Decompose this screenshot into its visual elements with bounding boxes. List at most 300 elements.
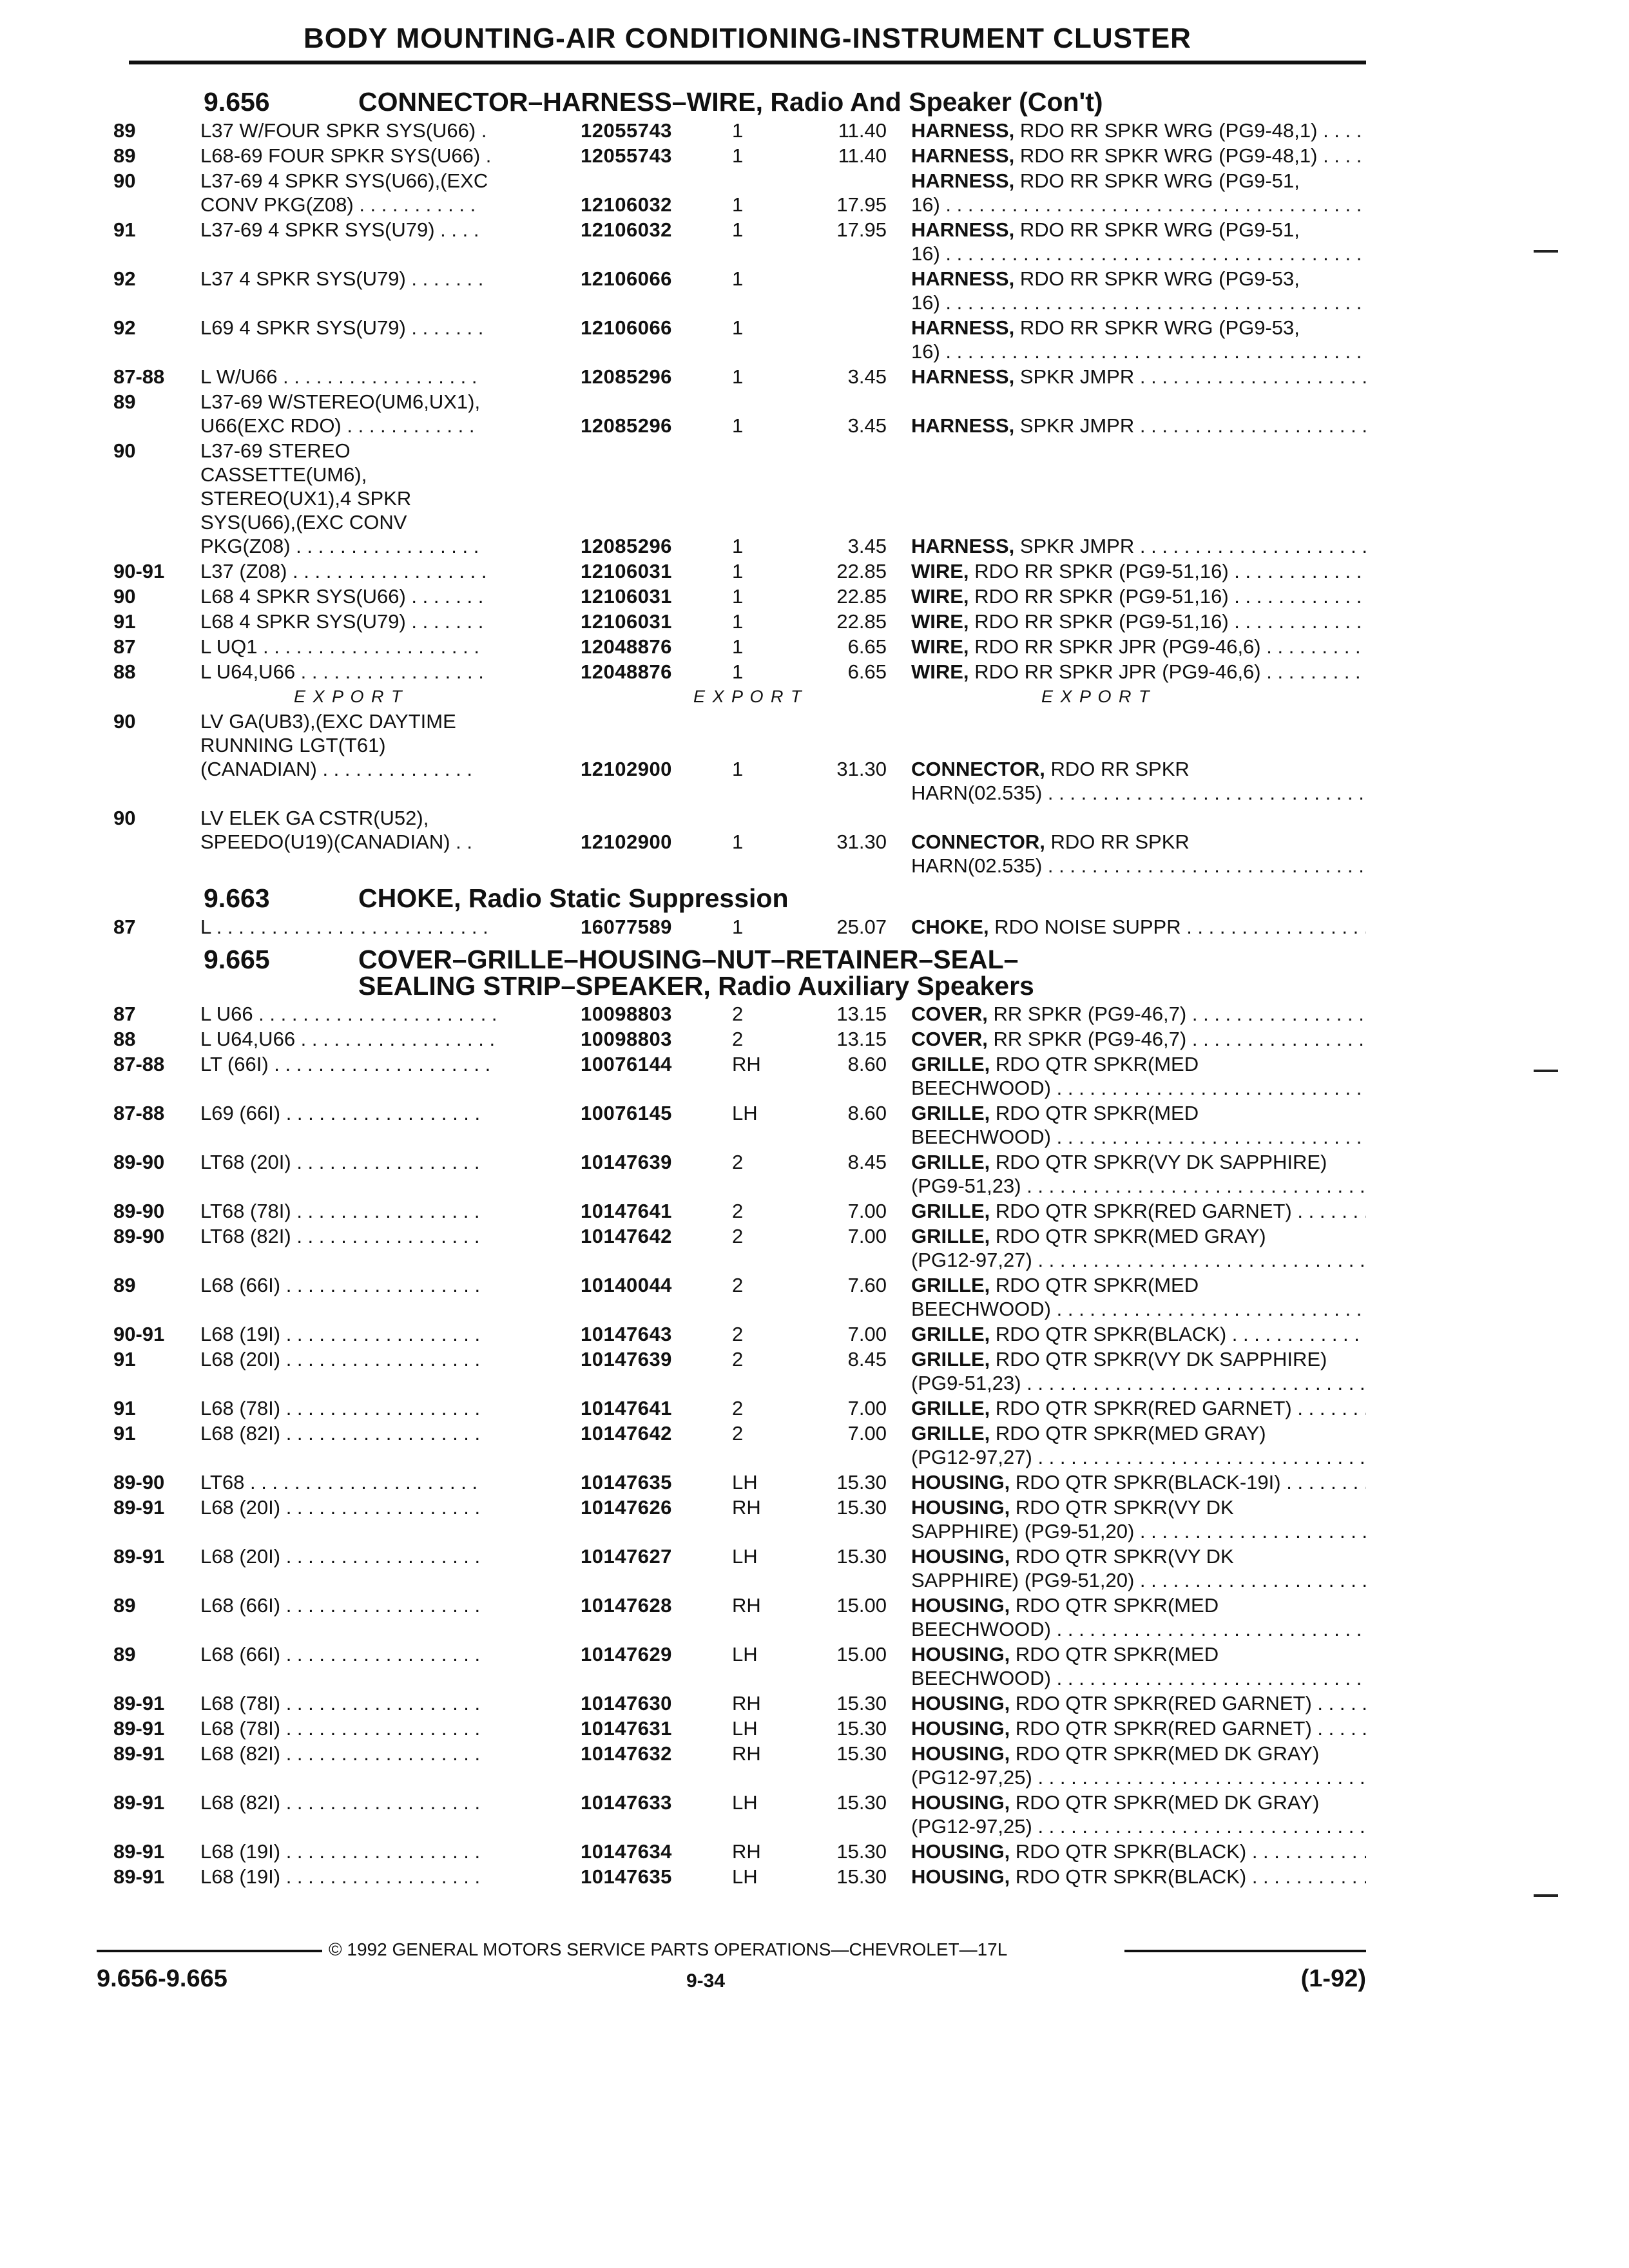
model-line: L69 (66I) . . . . . . . . . . . . . . . . . . (200, 1102, 481, 1124)
description-line (911, 1791, 1366, 1814)
leader-dots (1312, 1692, 1366, 1715)
part-row (113, 1840, 1366, 1865)
part-row (113, 439, 1366, 559)
section-title-line: SEALING STRIP–SPEAKER, Radio Auxiliary Speakers (358, 971, 1034, 1001)
model-line: CONV PKG(Z08) . . . . . . . . . . . (200, 193, 476, 216)
description-line (911, 1125, 1366, 1149)
part-row (113, 1642, 1366, 1691)
description-name: GRILLE, (911, 1053, 990, 1075)
part-row (113, 1396, 1366, 1421)
model-line: L U66 . . . . . . . . . . . . . . . . . . . . . . (200, 1003, 497, 1025)
description-text: BEECHWOOD) (911, 1077, 1051, 1099)
model-year: 89-91 (113, 1545, 165, 1568)
leader-dots (940, 291, 1366, 314)
description-text: RDO RR SPKR JPR (PG9-46,6) (974, 660, 1261, 683)
model-line: L UQ1 . . . . . . . . . . . . . . . . . . . . (200, 635, 479, 658)
description-line (911, 1519, 1366, 1543)
quantity: 1 (732, 365, 744, 388)
leader-dots (1229, 585, 1366, 608)
description-text: RDO QTR SPKR(MED DK GRAY) (1015, 1791, 1320, 1814)
price: 17.95 (836, 193, 887, 216)
part-number: 10147642 (581, 1225, 672, 1247)
description-line (911, 1691, 1366, 1715)
part-description (911, 439, 1366, 558)
description-line (911, 1593, 1366, 1617)
description-text: (PG9-51,23) (911, 1175, 1021, 1197)
description-line (911, 1396, 1366, 1420)
model-year: 87-88 (113, 365, 165, 388)
quantity: 1 (732, 414, 744, 437)
model-line: L68 (66I) . . . . . . . . . . . . . . . . . . (200, 1274, 481, 1296)
description-name: HARNESS, (911, 414, 1015, 437)
model-line: (CANADIAN) . . . . . . . . . . . . . . (200, 758, 472, 780)
model-year: 89 (113, 1594, 136, 1617)
model-year: 90-91 (113, 1323, 165, 1345)
quantity: 1 (732, 635, 744, 658)
model-line: STEREO(UX1),4 SPKR (200, 487, 412, 510)
quantity: 1 (732, 916, 744, 938)
price: 8.60 (847, 1102, 887, 1124)
model-line: LT (66I) . . . . . . . . . . . . . . . . . . . . (200, 1053, 491, 1075)
price: 3.45 (847, 365, 887, 388)
part-row (113, 584, 1366, 610)
part-row (113, 365, 1366, 390)
description-text: BEECHWOOD) (911, 1298, 1051, 1320)
model-year: 89 (113, 390, 136, 413)
part-row (113, 1347, 1366, 1396)
description-name: HOUSING, (911, 1594, 1010, 1617)
description-line (911, 1470, 1366, 1494)
price: 3.45 (847, 535, 887, 557)
model-year: 90 (113, 169, 136, 192)
quantity: RH (732, 1594, 761, 1617)
price: 7.00 (847, 1397, 887, 1419)
part-description (911, 1224, 1366, 1272)
description-text: RDO QTR SPKR(MED (1015, 1643, 1219, 1666)
model-line: L37-69 W/STEREO(UM6,UX1), (200, 390, 481, 413)
price: 15.30 (836, 1791, 887, 1814)
leader-dots (1134, 535, 1366, 557)
description-text: RDO QTR SPKR(MED (995, 1274, 1199, 1296)
model-year: 91 (113, 218, 136, 241)
leader-dots (1051, 1126, 1366, 1148)
description-text: RDO RR SPKR JPR (PG9-46,6) (974, 635, 1261, 658)
description-text: RDO QTR SPKR(VY DK (1015, 1545, 1234, 1568)
quantity: RH (732, 1496, 761, 1519)
model-line: L68 (19I) . . . . . . . . . . . . . . . . . . (200, 1323, 481, 1345)
part-description (911, 144, 1366, 168)
description-name: GRILLE, (911, 1348, 990, 1370)
part-row (113, 660, 1366, 685)
description-text: 16) (911, 340, 940, 363)
part-number: 12106031 (581, 610, 672, 633)
model-year: 89 (113, 119, 136, 142)
section-title (358, 947, 1034, 999)
description-name: GRILLE, (911, 1323, 990, 1345)
description-line (911, 267, 1366, 291)
description-name: WIRE, (911, 635, 969, 658)
model-year: 89-90 (113, 1151, 165, 1173)
description-text: RDO RR SPKR (PG9-51,16) (974, 585, 1229, 608)
description-text: 16) (911, 242, 940, 265)
footer-revision-date: (1-92) (1300, 1965, 1366, 1992)
price: 15.30 (836, 1742, 887, 1765)
description-name: HOUSING, (911, 1717, 1010, 1740)
part-row (113, 1865, 1366, 1890)
section-title-line: COVER–GRILLE–HOUSING–NUT–RETAINER–SEAL– (358, 945, 1019, 974)
price: 15.30 (836, 1717, 887, 1740)
description-line (911, 1322, 1366, 1346)
model-year: 90-91 (113, 560, 165, 582)
description-text: RDO QTR SPKR(RED GARNET) (1015, 1717, 1312, 1740)
price: 7.00 (847, 1323, 887, 1345)
model-line: LV GA(UB3),(EXC DAYTIME (200, 710, 456, 733)
part-row (113, 1101, 1366, 1150)
price: 15.00 (836, 1594, 887, 1617)
description-line (911, 1027, 1366, 1051)
description-text: (PG12-97,25) (911, 1766, 1032, 1789)
description-name: HOUSING, (911, 1791, 1010, 1814)
description-name: GRILLE, (911, 1397, 990, 1419)
price: 11.40 (838, 119, 887, 142)
description-text: 16) (911, 291, 940, 314)
model-year: 89-91 (113, 1742, 165, 1765)
price: 22.85 (836, 560, 887, 582)
description-name: HOUSING, (911, 1471, 1010, 1494)
export-marker: E X P O R T (693, 687, 803, 706)
leader-dots (1317, 119, 1366, 142)
part-row (113, 1593, 1366, 1642)
description-line (911, 365, 1366, 389)
model-year: 87 (113, 635, 136, 658)
footer-section-range: 9.656-9.665 (97, 1965, 227, 1992)
part-number: 10147626 (581, 1496, 672, 1519)
quantity: 1 (732, 758, 744, 780)
model-line: L68 (82I) . . . . . . . . . . . . . . . . . . (200, 1742, 481, 1765)
description-line (911, 584, 1366, 608)
part-row (113, 709, 1366, 806)
description-name: HARNESS, (911, 169, 1015, 192)
model-line: L68 (20I) . . . . . . . . . . . . . . . . . . (200, 1348, 481, 1370)
part-row (113, 267, 1366, 316)
description-line (911, 610, 1366, 633)
model-year: 91 (113, 1348, 136, 1370)
part-number: 12055743 (581, 144, 672, 167)
part-row (113, 390, 1366, 439)
model-year: 89-91 (113, 1865, 165, 1888)
part-row (113, 1322, 1366, 1347)
description-text: RR SPKR (PG9-46,7) (993, 1028, 1187, 1050)
section-title-line: CONNECTOR–HARNESS–WIRE, Radio And Speaker (Con't) (358, 87, 1103, 117)
model-line: SPEEDO(U19)(CANADIAN) . . (200, 831, 473, 853)
quantity: 1 (732, 119, 744, 142)
part-row (113, 1199, 1366, 1224)
section-number: 9.665 (204, 945, 270, 974)
description-line (911, 1371, 1366, 1395)
quantity: 2 (732, 1028, 744, 1050)
description-name: CONNECTOR, (911, 831, 1045, 853)
description-text: RDO QTR SPKR(BLACK) (1015, 1865, 1247, 1888)
header-rule (129, 61, 1366, 64)
leader-dots (1051, 1298, 1366, 1320)
part-description (911, 365, 1366, 389)
quantity: 1 (732, 193, 744, 216)
description-name: WIRE, (911, 610, 969, 633)
part-number: 10076144 (581, 1053, 672, 1075)
quantity: 2 (732, 1003, 744, 1025)
part-number: 10147641 (581, 1200, 672, 1222)
description-name: HOUSING, (911, 1692, 1010, 1715)
model-line: L W/U66 . . . . . . . . . . . . . . . . . . (200, 365, 477, 388)
description-line (911, 242, 1366, 265)
quantity: 2 (732, 1151, 744, 1173)
description-text: HARN(02.535) (911, 782, 1043, 804)
description-text: RDO QTR SPKR(BLACK-19I) (1015, 1471, 1281, 1494)
description-line (911, 1742, 1366, 1765)
description-line (911, 806, 1366, 830)
description-text: BEECHWOOD) (911, 1126, 1051, 1148)
part-row (113, 144, 1366, 169)
price: 11.40 (838, 144, 887, 167)
description-line (911, 316, 1366, 340)
model-line: L68 (82I) . . . . . . . . . . . . . . . . . . (200, 1791, 481, 1814)
section-header (113, 82, 1366, 119)
part-description (911, 218, 1366, 265)
part-description (911, 1742, 1366, 1789)
description-line (911, 119, 1366, 142)
quantity: 1 (732, 610, 744, 633)
model-line: LT68 . . . . . . . . . . . . . . . . . . . . . (200, 1471, 478, 1494)
quantity: 1 (732, 267, 744, 290)
description-line (911, 291, 1366, 314)
part-number: 10147632 (581, 1742, 672, 1765)
description-text: SPKR JMPR (1019, 414, 1135, 437)
part-description (911, 660, 1366, 684)
model-year: 89-91 (113, 1791, 165, 1814)
export-marker: E X P O R T (1041, 687, 1151, 706)
model-year: 89-91 (113, 1717, 165, 1740)
part-row (113, 1544, 1366, 1593)
description-text: BEECHWOOD) (911, 1667, 1051, 1689)
description-line (911, 660, 1366, 684)
part-number: 16077589 (581, 916, 672, 938)
quantity: 1 (732, 316, 744, 339)
part-row (113, 169, 1366, 218)
part-description (911, 169, 1366, 216)
description-name: HARNESS, (911, 535, 1015, 557)
part-row (113, 610, 1366, 635)
description-name: HOUSING, (911, 1840, 1010, 1863)
description-text: RDO QTR SPKR(VY DK (1015, 1496, 1234, 1519)
price: 15.00 (836, 1643, 887, 1666)
part-description (911, 1199, 1366, 1223)
footer-rule-left (97, 1950, 322, 1952)
description-name: HARNESS, (911, 218, 1015, 241)
part-number: 10147630 (581, 1692, 672, 1715)
description-line (911, 1297, 1366, 1321)
model-line: L69 4 SPKR SYS(U79) . . . . . . . (200, 316, 484, 339)
description-text: RDO RR SPKR WRG (PG9-48,1) (1019, 144, 1318, 167)
price: 25.07 (836, 916, 887, 938)
description-line (911, 1840, 1366, 1863)
quantity: 2 (732, 1422, 744, 1445)
description-text: RDO QTR SPKR(MED GRAY) (995, 1225, 1266, 1247)
description-name: WIRE, (911, 560, 969, 582)
part-row (113, 1716, 1366, 1742)
part-description (911, 1865, 1366, 1888)
model-line: LT68 (82I) . . . . . . . . . . . . . . . . . (200, 1225, 480, 1247)
description-name: GRILLE, (911, 1102, 990, 1124)
model-year: 90 (113, 710, 136, 733)
description-line (911, 830, 1366, 854)
parts-listing (113, 82, 1366, 1890)
part-row (113, 1273, 1366, 1322)
part-row (113, 1027, 1366, 1052)
description-line (911, 1150, 1366, 1174)
description-line (911, 414, 1366, 437)
description-text: RDO RR SPKR WRG (PG9-53, (1019, 316, 1300, 339)
description-text: RDO RR SPKR WRG (PG9-48,1) (1019, 119, 1318, 142)
export-marker: E X P O R T (294, 687, 403, 706)
part-number: 10098803 (581, 1003, 672, 1025)
description-text: RDO QTR SPKR(RED GARNET) (995, 1200, 1292, 1222)
model-year: 89 (113, 144, 136, 167)
quantity: 1 (732, 831, 744, 853)
description-line (911, 390, 1366, 414)
price: 6.65 (847, 660, 887, 683)
model-line: L68 (20I) . . . . . . . . . . . . . . . . . . (200, 1496, 481, 1519)
part-number: 12106066 (581, 316, 672, 339)
description-text: BEECHWOOD) (911, 1618, 1051, 1640)
description-line (911, 1495, 1366, 1519)
quantity: 2 (732, 1397, 744, 1419)
price: 6.65 (847, 635, 887, 658)
price: 15.30 (836, 1840, 887, 1863)
price: 8.45 (847, 1348, 887, 1370)
description-text: RDO RR SPKR (1050, 831, 1190, 853)
part-description (911, 1322, 1366, 1346)
description-text: RDO QTR SPKR(MED (1015, 1594, 1219, 1617)
leader-dots (1317, 144, 1366, 167)
model-year: 88 (113, 660, 136, 683)
description-text: RDO RR SPKR (PG9-51,16) (974, 610, 1229, 633)
description-name: HOUSING, (911, 1643, 1010, 1666)
leader-dots (940, 242, 1366, 265)
part-description (911, 1840, 1366, 1863)
quantity: LH (732, 1643, 758, 1666)
quantity: 2 (732, 1225, 744, 1247)
model-line: PKG(Z08) . . . . . . . . . . . . . . . . . (200, 535, 479, 557)
description-name: HOUSING, (911, 1496, 1010, 1519)
quantity: LH (732, 1545, 758, 1568)
leader-dots (1292, 1397, 1366, 1419)
leader-dots (1181, 916, 1366, 938)
leader-dots (1186, 1028, 1366, 1050)
model-line: L68 (82I) . . . . . . . . . . . . . . . . . . (200, 1422, 481, 1445)
part-number: 10147639 (581, 1348, 672, 1370)
price: 15.30 (836, 1865, 887, 1888)
price: 7.00 (847, 1200, 887, 1222)
model-year: 90 (113, 807, 136, 829)
description-line (911, 1421, 1366, 1445)
description-line (911, 534, 1366, 558)
price: 15.30 (836, 1471, 887, 1494)
description-line (911, 1076, 1366, 1100)
part-row (113, 559, 1366, 584)
description-name: HOUSING, (911, 1545, 1010, 1568)
part-row (113, 1224, 1366, 1273)
model-line: L68 (78I) . . . . . . . . . . . . . . . . . . (200, 1717, 481, 1740)
model-year: 92 (113, 267, 136, 290)
model-year: 89-90 (113, 1200, 165, 1222)
leader-dots (1134, 1520, 1366, 1542)
price: 17.95 (836, 218, 887, 241)
price: 7.00 (847, 1422, 887, 1445)
leader-dots (1032, 1815, 1366, 1838)
description-line (911, 439, 1366, 463)
part-description (911, 709, 1366, 805)
part-number: 10147641 (581, 1397, 672, 1419)
leader-dots (1042, 782, 1366, 804)
description-line (911, 1199, 1366, 1223)
description-line (911, 1865, 1366, 1888)
part-number: 10147629 (581, 1643, 672, 1666)
description-text: RDO QTR SPKR(MED (995, 1102, 1199, 1124)
part-number: 10098803 (581, 1028, 672, 1050)
part-row (113, 119, 1366, 144)
description-line (911, 1002, 1366, 1026)
description-text: RDO QTR SPKR(BLACK) (1015, 1840, 1247, 1863)
part-row (113, 635, 1366, 660)
model-line: LT68 (78I) . . . . . . . . . . . . . . . . . (200, 1200, 480, 1222)
part-number: 10147633 (581, 1791, 672, 1814)
part-description (911, 915, 1366, 939)
description-text: RDO QTR SPKR(BLACK) (995, 1323, 1227, 1345)
model-line: L68 4 SPKR SYS(U66) . . . . . . . (200, 585, 484, 608)
margin-tick (1534, 1894, 1558, 1897)
part-description (911, 1495, 1366, 1543)
description-text: SAPPHIRE) (PG9-51,20) (911, 1520, 1135, 1542)
model-line: L U64,U66 . . . . . . . . . . . . . . . . . . (200, 1028, 496, 1050)
part-row (113, 1052, 1366, 1101)
description-text: (PG12-97,27) (911, 1446, 1032, 1468)
price: 22.85 (836, 610, 887, 633)
part-number: 10076145 (581, 1102, 672, 1124)
model-year: 89-91 (113, 1840, 165, 1863)
description-name: GRILLE, (911, 1151, 990, 1173)
description-line (911, 635, 1366, 658)
model-year: 91 (113, 610, 136, 633)
section-header (113, 879, 1366, 915)
description-line (911, 1765, 1366, 1789)
model-line: L68 (66I) . . . . . . . . . . . . . . . . . . (200, 1594, 481, 1617)
part-row (113, 1691, 1366, 1716)
description-name: HARNESS, (911, 144, 1015, 167)
price: 7.00 (847, 1225, 887, 1247)
price: 15.30 (836, 1496, 887, 1519)
description-name: HOUSING, (911, 1865, 1010, 1888)
price: 31.30 (836, 831, 887, 853)
part-description (911, 635, 1366, 658)
part-description (911, 1544, 1366, 1592)
description-line (911, 1617, 1366, 1641)
leader-dots (1246, 1840, 1366, 1863)
description-text: (PG12-97,27) (911, 1249, 1032, 1271)
leader-dots (940, 193, 1366, 216)
part-description (911, 584, 1366, 608)
part-description (911, 1421, 1366, 1469)
description-line (911, 169, 1366, 193)
